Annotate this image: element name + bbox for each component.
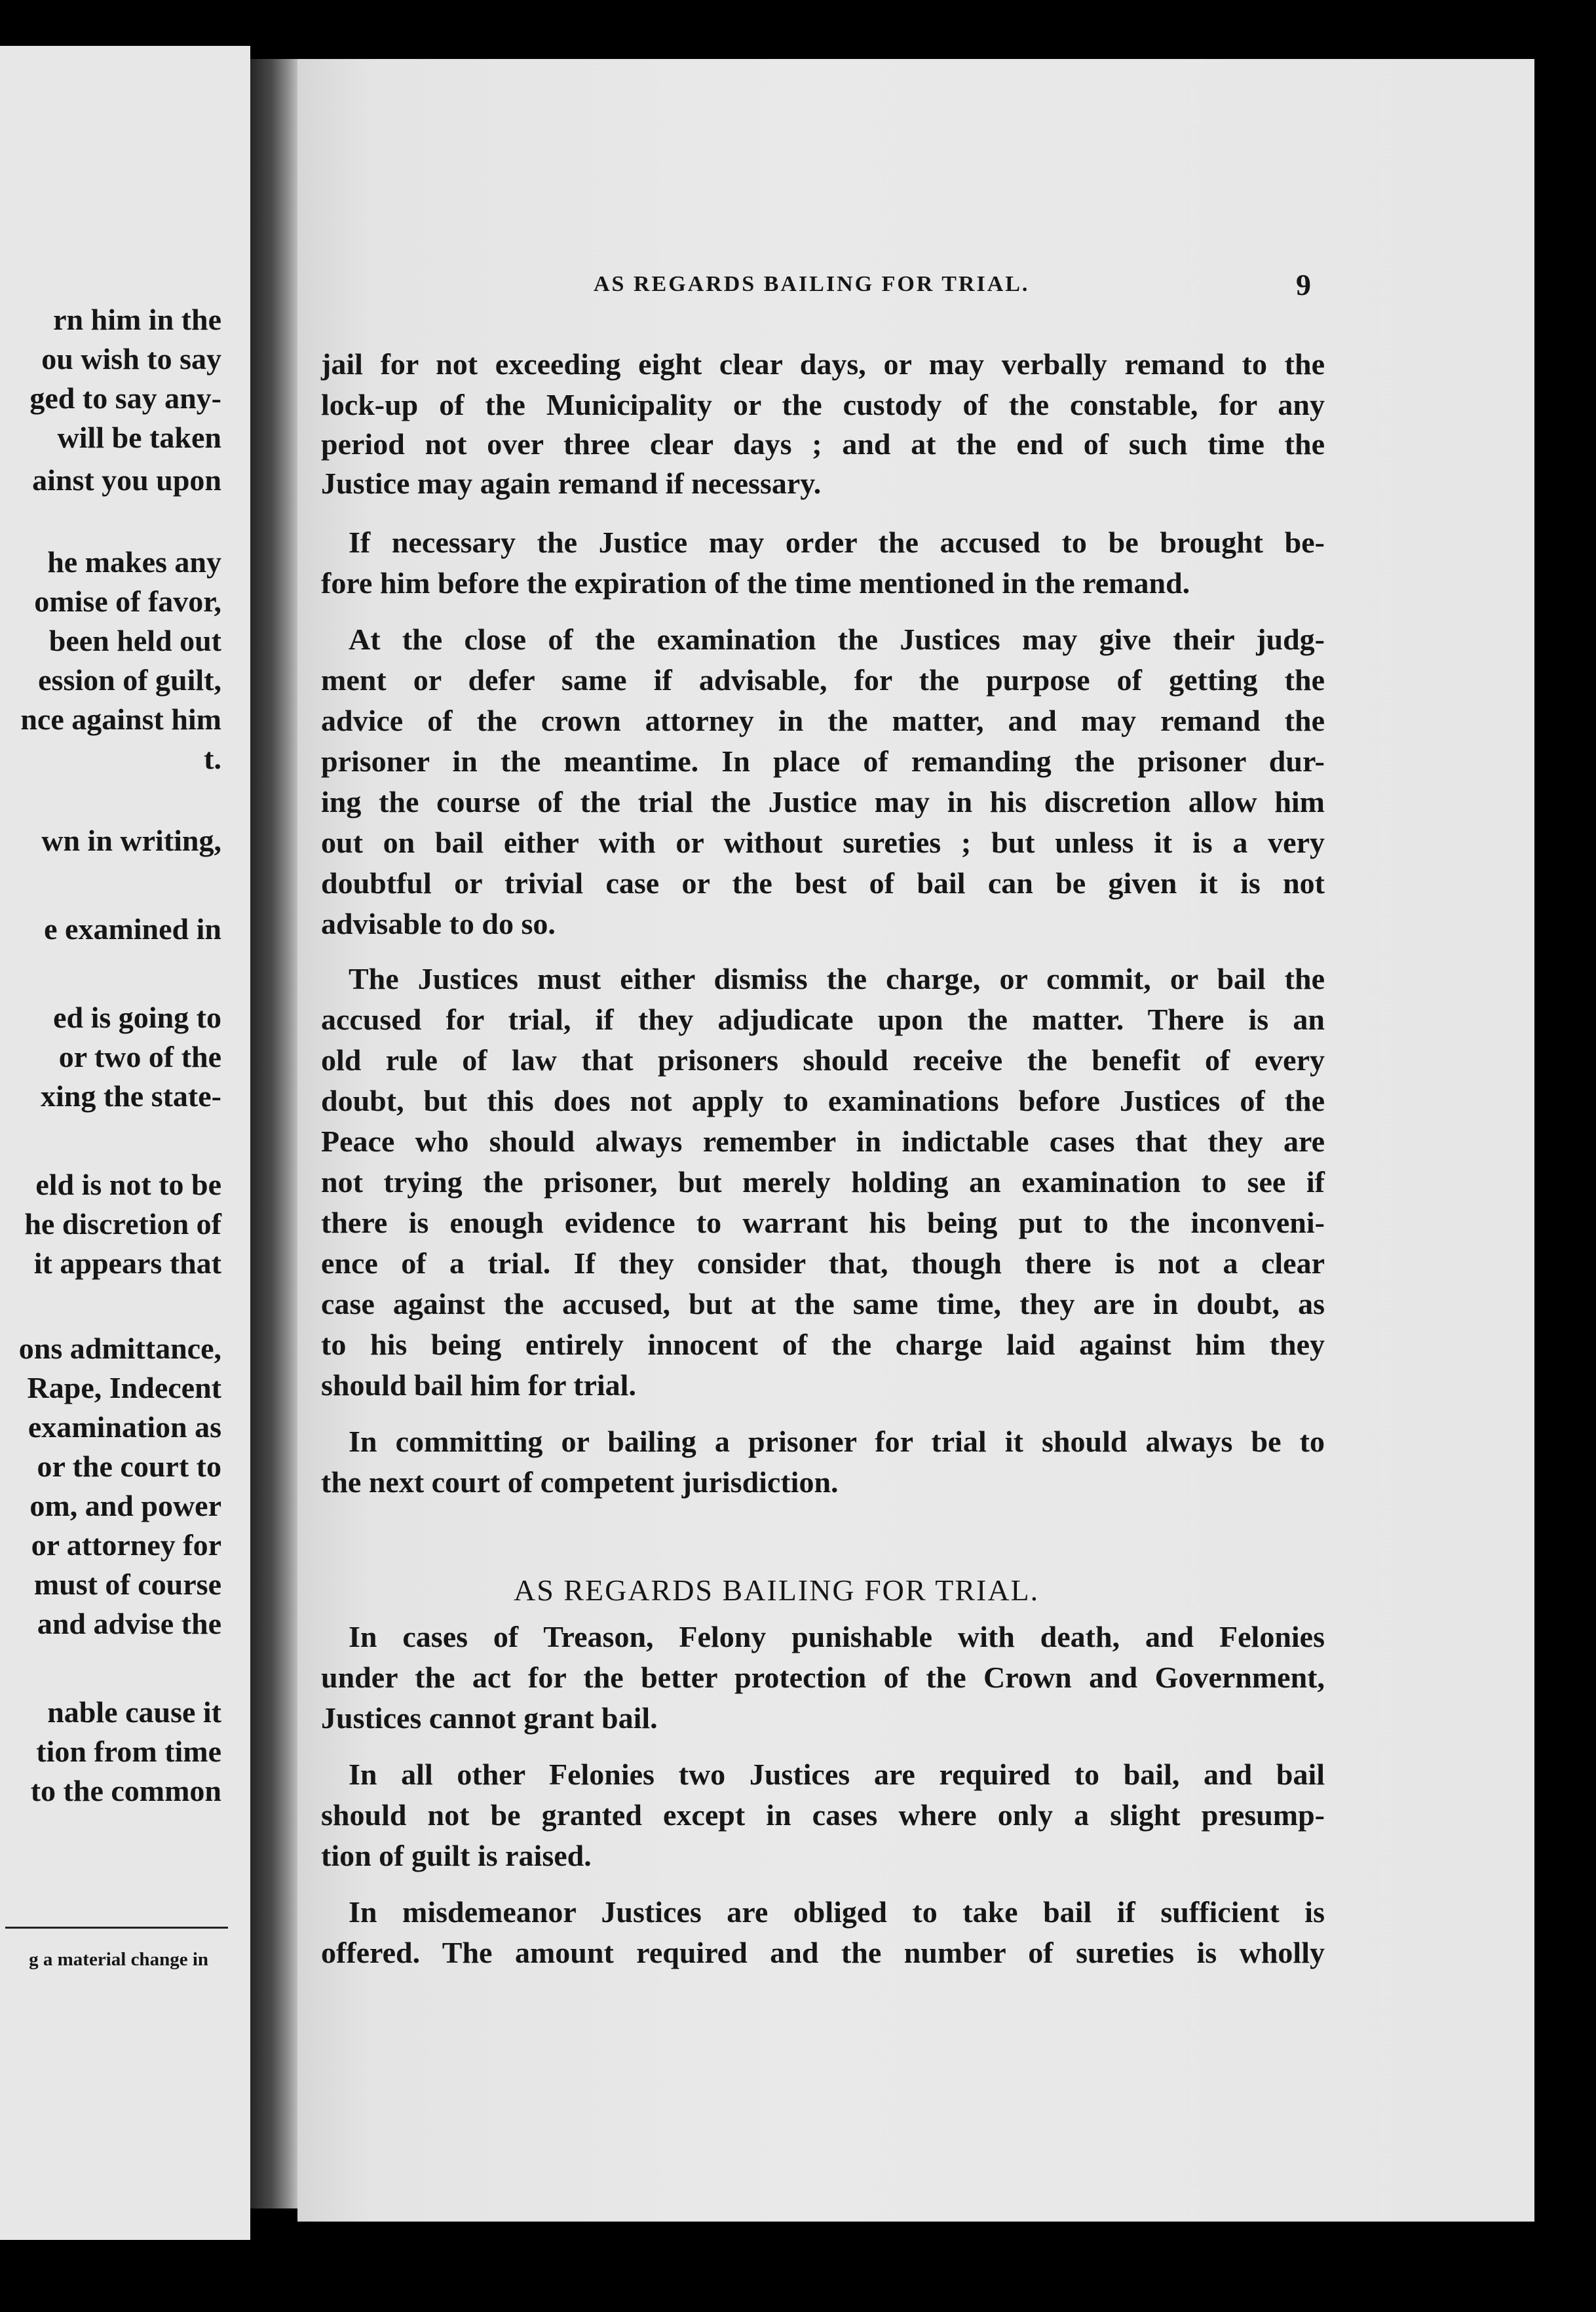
left-page-line: ession of guilt, [38, 663, 221, 697]
section-body-line: under the act for the better protection of the Crown and Government, [321, 1661, 1325, 1694]
left-page-line: will be taken [57, 421, 221, 454]
left-page-line: wn in writing, [41, 824, 221, 857]
left-page-line: or attorney for [31, 1528, 221, 1562]
body-line: ment or defer same if advisable, for the purpose of getting the [321, 663, 1325, 697]
body-line: period not over three clear days ; and at the end of such time the [321, 427, 1325, 461]
left-page-line: nce against him [20, 703, 221, 736]
left-page-line: been held out [48, 624, 221, 657]
section-body-line: In cases of Treason, Felony punishable with death, and Felonies [349, 1620, 1325, 1653]
body-line: The Justices must either dismiss the charge, or commit, or bail the [349, 962, 1325, 995]
body-line: Peace who should always remember in indictable cases that they are [321, 1125, 1325, 1158]
left-page-line: ainst you upon [32, 463, 221, 497]
left-page-line: e examined in [44, 912, 221, 946]
section-body-line: should not be granted except in cases where only a slight presump- [321, 1798, 1325, 1832]
left-page-line: om, and power [29, 1489, 221, 1522]
left-page-line: ged to say any- [29, 381, 221, 415]
body-line: lock-up of the Municipality or the custody of the constable, for any [321, 388, 1325, 421]
body-line: Justice may again remand if necessary. [321, 467, 822, 500]
body-line: the next court of competent jurisdiction. [321, 1465, 839, 1499]
body-line: advisable to do so. [321, 907, 556, 940]
left-page-line: eld is not to be [35, 1168, 221, 1201]
left-page-line: or two of the [58, 1040, 221, 1073]
body-line: If necessary the Justice may order the accused to be brought be- [349, 526, 1325, 559]
left-page-line: ou wish to say [41, 342, 221, 376]
left-page [0, 46, 250, 2240]
running-head: AS REGARDS BAILING FOR TRIAL. [594, 272, 1030, 296]
body-line: jail for not exceeding eight clear days, or may verbally remand to the [321, 347, 1325, 381]
binding-gutter [250, 59, 297, 2208]
left-page-footnote: g a material change in [29, 1949, 208, 1970]
left-page-line: and advise the [37, 1607, 221, 1640]
left-page-line: nable cause it [47, 1695, 221, 1729]
footnote-rule [5, 1927, 228, 1929]
left-page-line: rn him in the [53, 303, 221, 336]
section-body-line: In all other Felonies two Justices are required to bail, and bail [349, 1758, 1325, 1791]
section-body-line: In misdemeanor Justices are obliged to take bail if sufficient is [349, 1895, 1325, 1929]
body-line: out on bail either with or without sureties ; but unless it is a very [321, 826, 1325, 859]
body-line: doubt, but this does not apply to examinations before Justices of the [321, 1084, 1325, 1117]
section-heading: AS REGARDS BAILING FOR TRIAL. [514, 1573, 1040, 1607]
left-page-line: or the court to [37, 1450, 221, 1483]
body-line: accused for trial, if they adjudicate upon the matter. There is an [321, 1003, 1325, 1036]
body-line: old rule of law that prisoners should receive the benefit of every [321, 1043, 1325, 1077]
left-page-line: he makes any [47, 545, 221, 579]
body-line: fore him before the expiration of the time mentioned in the remand. [321, 566, 1190, 600]
left-page-line: Rape, Indecent [27, 1371, 221, 1404]
left-page-line: examination as [28, 1410, 221, 1444]
body-line: to his being entirely innocent of the charge laid against him they [321, 1328, 1325, 1361]
left-page-line: to the common [30, 1774, 221, 1807]
left-page-line: ons admittance, [18, 1332, 221, 1365]
body-line: ence of a trial. If they consider that, though there is not a clear [321, 1246, 1325, 1280]
body-line: prisoner in the meantime. In place of remanding the prisoner dur- [321, 744, 1325, 778]
left-page-line: he discretion of [24, 1207, 221, 1241]
left-page-line: omise of favor, [34, 585, 221, 618]
left-page-line: tion from time [36, 1735, 221, 1768]
body-line: should bail him for trial. [321, 1368, 636, 1402]
body-line: there is enough evidence to warrant his being put to the inconveni- [321, 1206, 1325, 1239]
left-page-line: ed is going to [53, 1001, 221, 1034]
body-line: case against the accused, but at the same time, they are in doubt, as [321, 1287, 1325, 1320]
body-line: not trying the prisoner, but merely holding an examination to see if [321, 1165, 1325, 1199]
right-page [297, 59, 1534, 2222]
left-page-line: t. [204, 742, 221, 775]
left-page-line: xing the state- [41, 1079, 221, 1113]
body-line: ing the course of the trial the Justice may in his discretion allow him [321, 785, 1325, 819]
section-body-line: tion of guilt is raised. [321, 1839, 592, 1872]
section-body-line: offered. The amount required and the number of sureties is wholly [321, 1936, 1325, 1969]
page-number: 9 [1296, 268, 1311, 301]
left-page-line: must of course [33, 1568, 221, 1601]
body-line: advice of the crown attorney in the matter, and may remand the [321, 704, 1325, 737]
left-page-line: it appears that [33, 1246, 221, 1280]
body-line: In committing or bailing a prisoner for trial it should always be to [349, 1425, 1325, 1458]
section-body-line: Justices cannot grant bail. [321, 1701, 658, 1735]
body-line: doubtful or trivial case or the best of bail can be given it is not [321, 866, 1325, 900]
body-line: At the close of the examination the Justices may give their judg- [349, 623, 1325, 656]
